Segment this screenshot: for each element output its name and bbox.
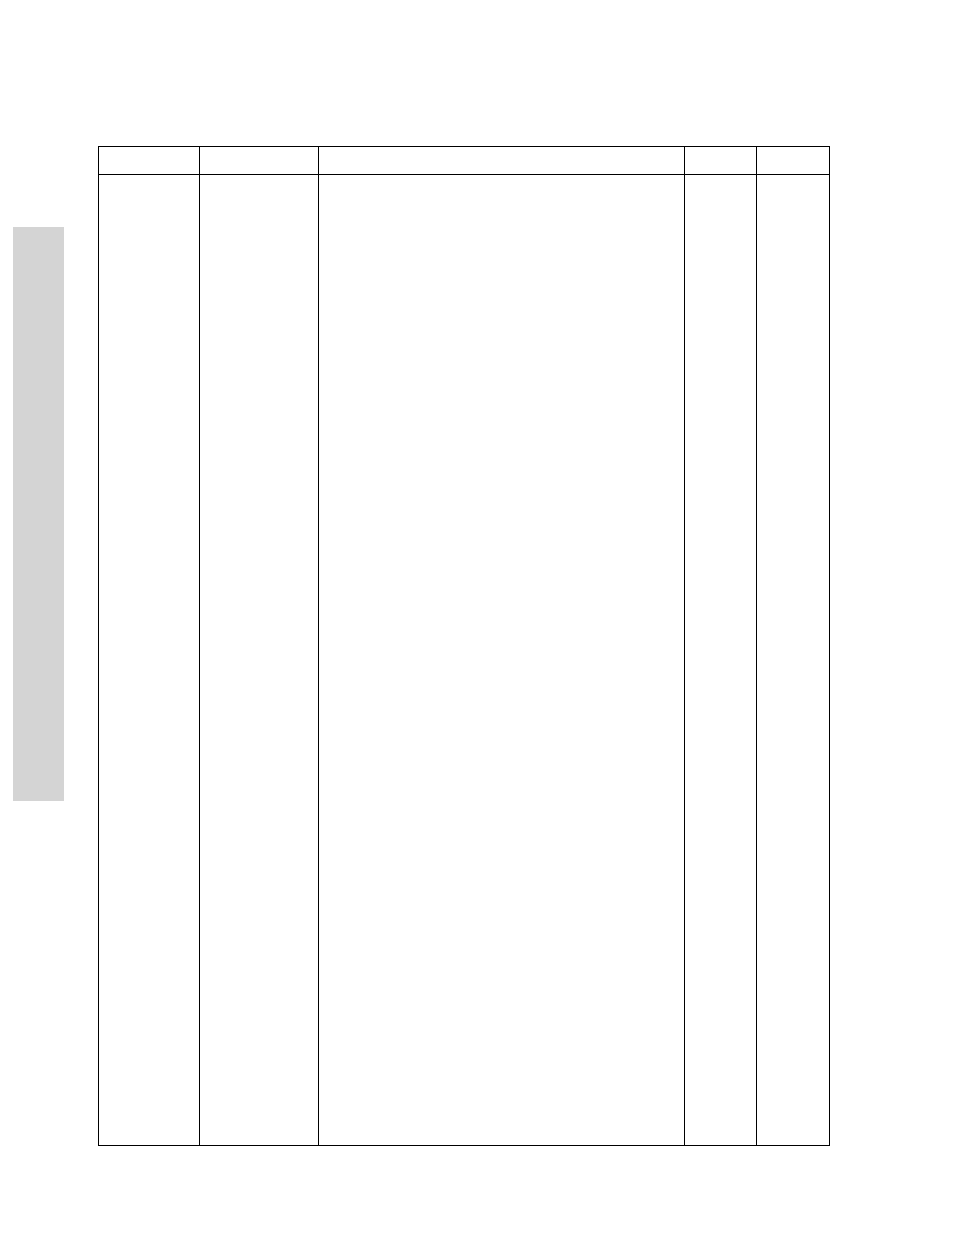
section-side-tab [13,227,64,801]
header-fig-item [99,147,199,174]
page-footer [98,1162,830,1184]
table-row [99,171,829,191]
table-row [99,191,829,211]
header-part-number [199,147,318,174]
header-rev [756,147,829,174]
header-description [318,147,684,174]
side-tab-letters [13,261,64,761]
column-divider [318,147,319,1145]
parts-table [98,146,830,1146]
table-body [99,171,829,212]
column-divider [684,147,685,1145]
header-qty [684,147,756,174]
column-divider [756,147,757,1145]
column-divider [199,147,200,1145]
